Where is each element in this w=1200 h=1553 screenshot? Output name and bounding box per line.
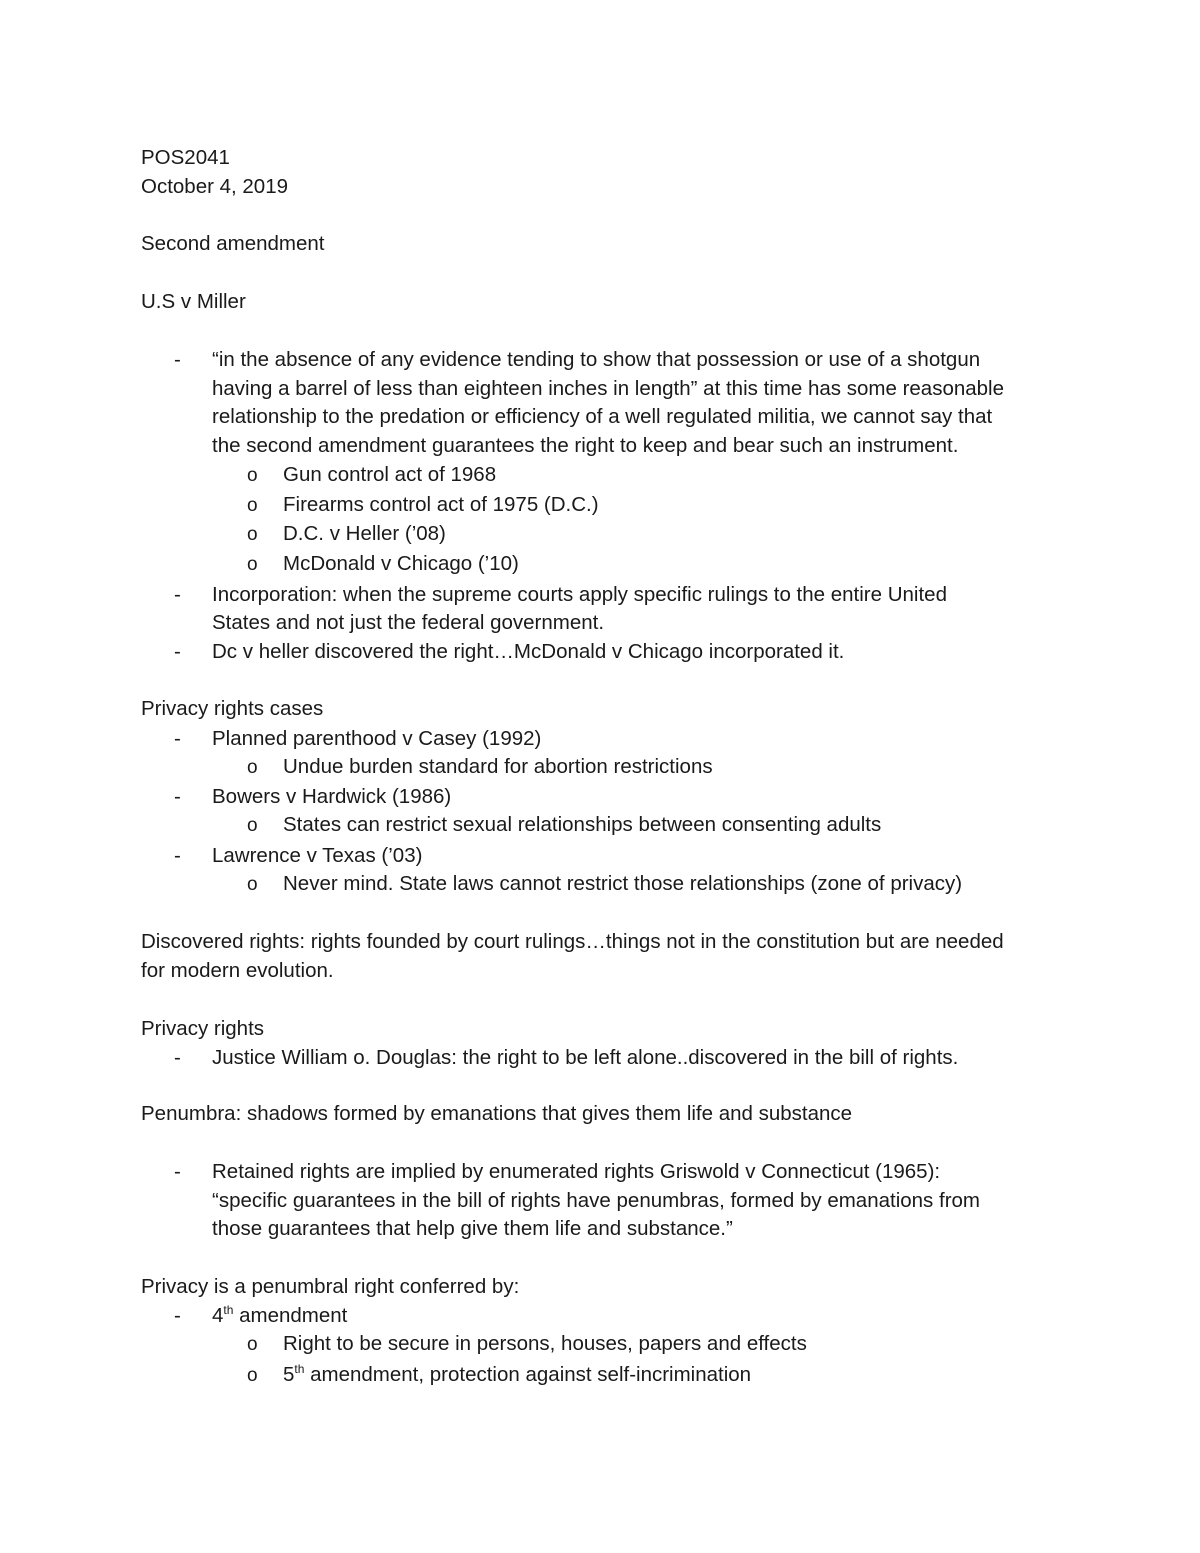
note-date: October 4, 2019: [141, 175, 289, 198]
case-detail: Undue burden standard for abortion restrictions: [283, 755, 713, 778]
sub-item-gun-control-act: Gun control act of 1968: [283, 463, 497, 486]
dash-bullet: -: [174, 1304, 181, 1327]
dash-bullet: -: [174, 583, 181, 606]
dash-bullet: -: [174, 1160, 181, 1183]
fourth-amendment-item: [212, 1301, 347, 1330]
circle-bullet: o: [247, 524, 258, 545]
dash-bullet: -: [174, 727, 181, 750]
griswold-line: those guarantees that help give them life and substance.”: [212, 1217, 733, 1240]
douglas-note: Justice William o. Douglas: the right to be left alone..discovered in the bill of rights.: [212, 1046, 959, 1069]
case-planned-parenthood: Planned parenthood v Casey (1992): [212, 727, 542, 750]
circle-bullet: o: [247, 815, 258, 836]
circle-bullet: o: [247, 465, 258, 486]
circle-bullet: o: [247, 874, 258, 895]
case-detail: Never mind. State laws cannot restrict those relationships (zone of privacy): [283, 872, 963, 895]
griswold-line: “specific guarantees in the bill of rights have penumbras, formed by emanations from: [212, 1189, 980, 1212]
ordinal-number: 5: [283, 1363, 295, 1386]
dash-bullet: -: [174, 844, 181, 867]
case-detail: States can restrict sexual relationships between consenting adults: [283, 813, 882, 836]
section-heading-privacy-cases: Privacy rights cases: [141, 697, 324, 720]
discovered-rights-line: Discovered rights: rights founded by court rulings…things not in the constitution but are needed: [141, 930, 1004, 953]
section-heading-penumbral-right: Privacy is a penumbral right conferred by:: [141, 1275, 520, 1298]
miller-quote-line: having a barrel of less than eighteen inches in length” at this time has some reasonable: [212, 377, 1005, 400]
dash-bullet: -: [174, 640, 181, 663]
ordinal-suffix: th: [294, 1362, 305, 1376]
amendment-text: amendment, protection against self-incrimination: [304, 1363, 752, 1386]
griswold-line: Retained rights are implied by enumerated rights Griswold v Connecticut (1965):: [212, 1160, 941, 1183]
case-lawrence-v-texas: Lawrence v Texas (’03): [212, 844, 423, 867]
dash-bullet: -: [174, 348, 181, 371]
circle-bullet: o: [247, 1365, 258, 1386]
penumbra-definition: Penumbra: shadows formed by emanations that gives them life and substance: [141, 1102, 853, 1125]
amendment-text: amendment: [233, 1304, 348, 1327]
heller-note: Dc v heller discovered the right…McDonald v Chicago incorporated it.: [212, 640, 845, 663]
section-heading-privacy-rights: Privacy rights: [141, 1017, 265, 1040]
section-heading-second-amendment: Second amendment: [141, 232, 325, 255]
miller-quote-line: relationship to the predation or efficiency of a well regulated militia, we cannot say that: [212, 405, 993, 428]
circle-bullet: o: [247, 757, 258, 778]
case-title-us-v-miller: U.S v Miller: [141, 290, 246, 313]
circle-bullet: o: [247, 1334, 258, 1355]
sub-item-mcdonald-v-chicago: McDonald v Chicago (’10): [283, 552, 519, 575]
circle-bullet: o: [247, 495, 258, 516]
course-code: POS2041: [141, 146, 230, 169]
ordinal-suffix: th: [223, 1303, 234, 1317]
sub-item-dc-v-heller: D.C. v Heller (’08): [283, 522, 446, 545]
sub-item-firearms-control-act: Firearms control act of 1975 (D.C.): [283, 493, 599, 516]
miller-quote-line: the second amendment guarantees the right to keep and bear such an instrument.: [212, 434, 959, 457]
discovered-rights-line: for modern evolution.: [141, 959, 334, 982]
ordinal-number: 4: [212, 1304, 224, 1327]
incorporation-line: Incorporation: when the supreme courts apply specific rulings to the entire United: [212, 583, 947, 606]
circle-bullet: o: [247, 554, 258, 575]
fourth-amendment-detail: Right to be secure in persons, houses, papers and effects: [283, 1332, 807, 1355]
incorporation-line: States and not just the federal government.: [212, 611, 605, 634]
fifth-amendment-item: [283, 1360, 751, 1389]
dash-bullet: -: [174, 785, 181, 808]
miller-quote-line: “in the absence of any evidence tending to show that possession or use of a shotgun: [212, 348, 981, 371]
case-bowers-v-hardwick: Bowers v Hardwick (1986): [212, 785, 452, 808]
dash-bullet: -: [174, 1046, 181, 1069]
